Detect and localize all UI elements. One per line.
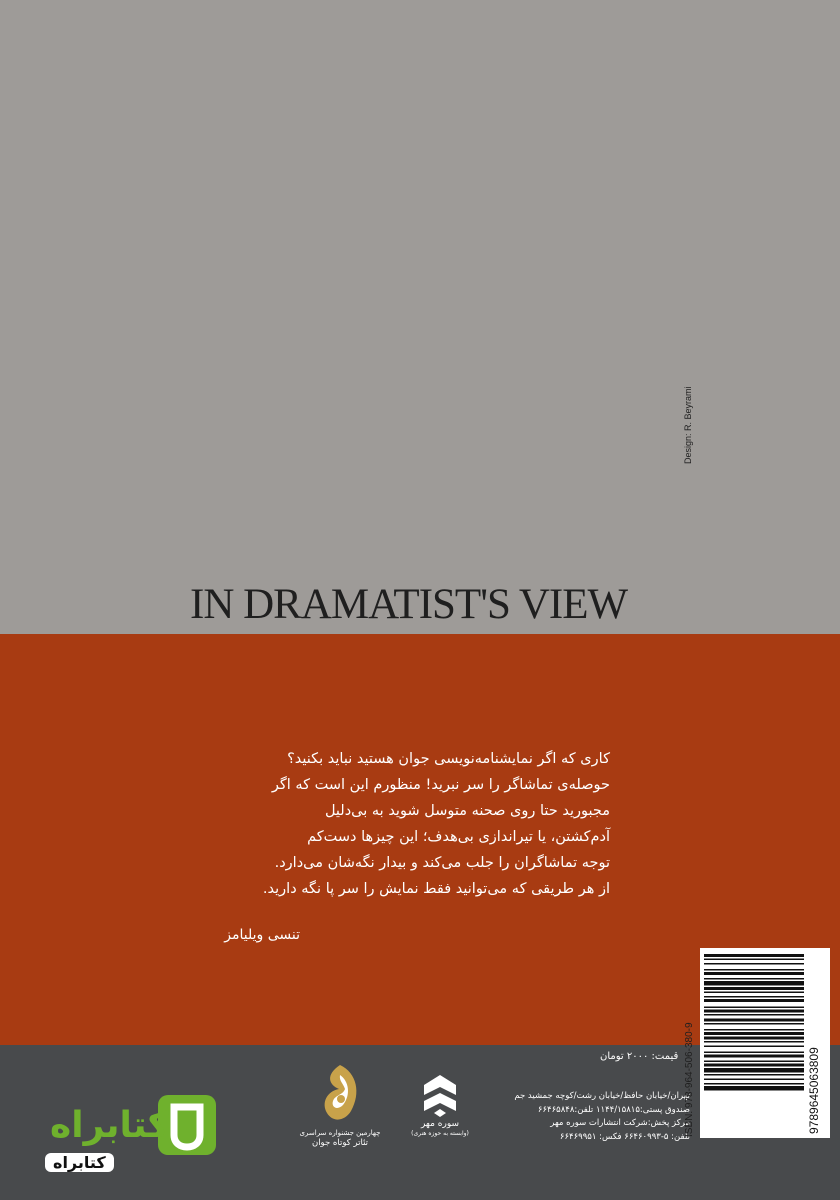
barcode-bar	[704, 992, 804, 994]
publisher-name: سوره مهر	[420, 1119, 460, 1129]
quote-line: حوصله‌ی تماشاگر را سر نبرید! منظورم این است که اگر	[271, 777, 610, 793]
barcode-bar	[704, 1079, 804, 1081]
barcode-bar	[704, 981, 804, 986]
barcode-bar	[704, 969, 804, 971]
quote-line: آدم‌کشتن، یا تیراندازی بی‌هدف؛ این چیزها دست‌کم	[307, 829, 610, 845]
festival-logo	[290, 1063, 390, 1163]
barcode-bar	[704, 1074, 804, 1076]
address-line: صندوق پستی:۱۱۴۴/۱۵۸۱۵ تلفن:۶۶۴۶۵۸۴۸	[537, 1104, 690, 1115]
ketabrah-small-text: کتابراه	[45, 1153, 114, 1172]
publisher-address	[470, 1090, 690, 1144]
quote-author: تنسی ویلیامز	[224, 927, 300, 943]
festival-line-1: چهارمین جشنواره سراسری	[299, 1129, 381, 1137]
barcode-bar	[704, 1010, 804, 1013]
barcode-graphic	[700, 948, 830, 1138]
barcode-bar	[704, 954, 804, 957]
barcode-bar	[704, 1055, 804, 1058]
ketabrah-watermark	[10, 1085, 215, 1185]
barcode-bar	[704, 1007, 804, 1009]
back-cover-quote	[190, 746, 610, 902]
barcode-bar	[704, 1061, 804, 1063]
barcode-bar	[704, 1086, 804, 1091]
barcode-bar	[704, 1041, 804, 1043]
quote-line: مجبورید حتا روی صحنه متوسل شوید به بی‌دلیل	[324, 803, 610, 819]
barcode-digits: 9789645063809	[807, 1047, 821, 1134]
barcode-bar	[704, 996, 804, 998]
barcode-bar	[704, 972, 804, 975]
barcode-bar	[704, 978, 804, 980]
barcode-bar	[704, 963, 804, 965]
designer-credit: Design: R. Beyrami	[683, 386, 693, 464]
isbn-text: ISBN: 978-964-506-380-9	[684, 1022, 695, 1137]
publisher-subtitle: (وابسته به حوزه هنری)	[411, 1130, 469, 1137]
barcode-bar	[704, 987, 804, 990]
barcode-bar	[704, 1064, 804, 1067]
isbn-barcode	[700, 948, 830, 1138]
barcode-bar	[704, 1014, 804, 1016]
barcode-bar	[704, 1032, 804, 1035]
barcode-bar	[704, 1037, 804, 1040]
barcode-bar	[704, 959, 804, 961]
barcode-bar	[704, 1019, 804, 1022]
address-line: مرکز پخش:شرکت انتشارات سوره مهر	[550, 1118, 690, 1128]
quote-line: از هر طریقی که می‌توانید فقط نمایش را سر پا نگه دارید.	[262, 881, 610, 897]
ketabrah-brand-text: کتابراه	[50, 1105, 169, 1146]
sooreh-mehr-icon	[420, 1073, 460, 1119]
barcode-bar	[704, 1046, 804, 1048]
quote-line: کاری که اگر نمایشنامه‌نویسی جوان هستید نباید بکنید؟	[287, 751, 610, 767]
price-label: قیمت: ۲۰۰۰ تومان	[600, 1051, 679, 1062]
barcode-bar	[704, 1029, 804, 1031]
barcode-bar	[704, 1083, 804, 1085]
barcode-bar	[704, 1023, 804, 1025]
barcode-bar	[704, 1068, 804, 1073]
barcode-bar	[704, 1052, 804, 1054]
barcode-bar	[704, 999, 804, 1002]
festival-emblem-icon	[317, 1063, 363, 1125]
festival-line-2: تئاتر کوتاه جوان	[311, 1138, 369, 1148]
publisher-logo	[410, 1073, 470, 1159]
address-line: تهران/خیابان حافظ/خیابان رشت/کوچه جمشید جم	[514, 1091, 690, 1101]
english-title: IN DRAMATIST'S VIEW	[190, 581, 628, 628]
quote-line: توجه تماشاگران را جلب می‌کند و بیدار نگه‌شان می‌دارد.	[274, 855, 610, 871]
address-line: تلفن: ۵-۶۶۴۶۰۹۹۳ فکس: ۶۶۴۶۹۹۵۱	[559, 1131, 690, 1142]
